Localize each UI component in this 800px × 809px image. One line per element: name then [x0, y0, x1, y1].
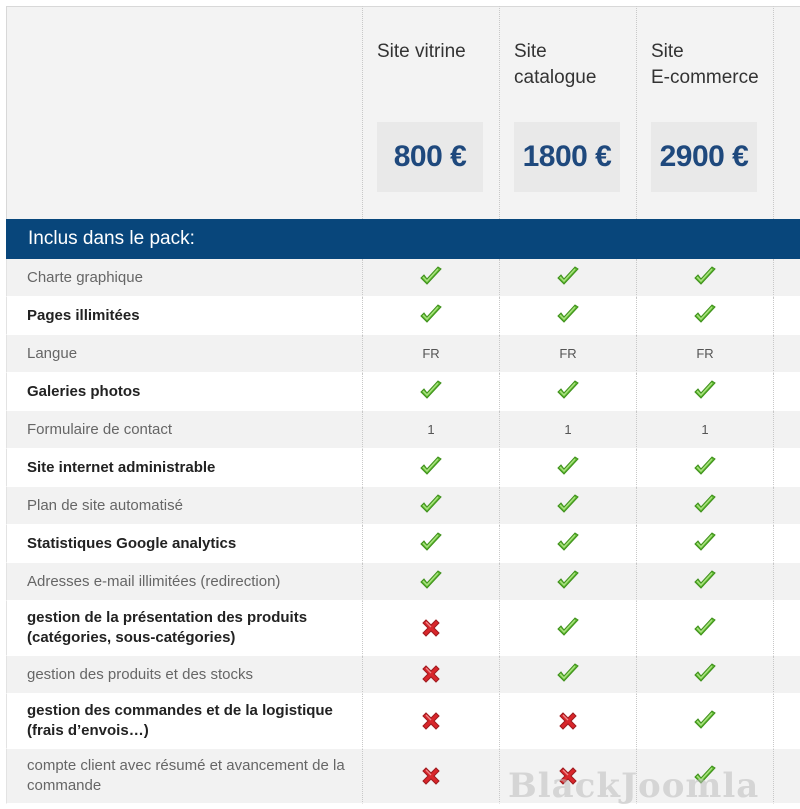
feature-label: Site internet administrable [6, 449, 363, 487]
feature-label: gestion des produits et des stocks [6, 656, 363, 694]
feature-excluded [363, 694, 500, 749]
feature-row [6, 259, 800, 297]
check-icon [556, 380, 580, 402]
plan-column-overflow [774, 6, 800, 219]
feature-included [637, 601, 774, 656]
feature-included [500, 563, 637, 601]
feature-row [6, 656, 800, 694]
cross-icon [557, 710, 579, 732]
feature-included [363, 487, 500, 525]
feature-label: Statistiques Google analytics [6, 525, 363, 563]
check-icon [419, 532, 443, 554]
check-icon [556, 494, 580, 516]
feature-row [6, 694, 800, 749]
plan-column-ecommerce [637, 6, 774, 219]
feature-included [500, 656, 637, 694]
pricing-header [6, 6, 800, 219]
cross-icon [420, 765, 442, 787]
plan-price: 1800 € [522, 140, 612, 173]
check-icon [693, 266, 717, 288]
check-icon [693, 304, 717, 326]
feature-included [500, 297, 637, 335]
feature-row [6, 449, 800, 487]
cross-icon [420, 710, 442, 732]
feature-excluded [363, 749, 500, 804]
feature-label: Pages illimitées [6, 297, 363, 335]
feature-included [500, 601, 637, 656]
feature-included [500, 487, 637, 525]
overflow-cell [774, 449, 800, 487]
watermark-logo: BlackJoomla [508, 766, 760, 806]
feature-row [6, 601, 800, 656]
check-icon [693, 617, 717, 639]
feature-value: 1 [500, 411, 637, 449]
check-icon [693, 663, 717, 685]
overflow-cell [774, 601, 800, 656]
check-icon [419, 494, 443, 516]
feature-rows [6, 259, 800, 804]
feature-row [6, 563, 800, 601]
check-icon [693, 532, 717, 554]
check-icon [556, 663, 580, 685]
check-icon [556, 456, 580, 478]
plan-name: Site E-commerce [651, 41, 759, 88]
feature-included [363, 525, 500, 563]
feature-included [637, 449, 774, 487]
check-icon [556, 266, 580, 288]
overflow-cell [774, 749, 800, 804]
feature-included [363, 259, 500, 297]
feature-row [6, 525, 800, 563]
cross-icon [420, 617, 442, 639]
pricing-table [6, 6, 800, 804]
check-icon [693, 570, 717, 592]
feature-excluded [500, 694, 637, 749]
feature-included [363, 563, 500, 601]
feature-row [6, 373, 800, 411]
check-icon [419, 266, 443, 288]
overflow-cell [774, 297, 800, 335]
plan-name: Site vitrine [377, 41, 466, 62]
section-header [6, 219, 800, 259]
feature-label: gestion des commandes et de la logistique (frais d’envois…) [6, 694, 363, 749]
feature-included [363, 373, 500, 411]
section-title: Inclus dans le pack: [28, 228, 195, 249]
feature-included [637, 373, 774, 411]
feature-label: Adresses e-mail illimitées (redirection) [6, 563, 363, 601]
check-icon [419, 456, 443, 478]
check-icon [693, 494, 717, 516]
feature-label: Plan de site automatisé [6, 487, 363, 525]
check-icon [556, 570, 580, 592]
overflow-cell [774, 259, 800, 297]
overflow-cell [774, 563, 800, 601]
price-box [651, 122, 757, 192]
feature-included [363, 297, 500, 335]
feature-row [6, 487, 800, 525]
overflow-cell [774, 656, 800, 694]
cross-icon [420, 663, 442, 685]
check-icon [419, 304, 443, 326]
feature-included [637, 487, 774, 525]
check-icon [419, 570, 443, 592]
check-icon [693, 456, 717, 478]
feature-included [637, 297, 774, 335]
feature-excluded [363, 601, 500, 656]
feature-included [500, 449, 637, 487]
feature-label: compte client avec résumé et avancement de la commande [6, 749, 363, 804]
price-box [514, 122, 620, 192]
header-spacer [6, 6, 363, 219]
check-icon [693, 380, 717, 402]
feature-row [6, 335, 800, 373]
check-icon [693, 710, 717, 732]
feature-included [500, 373, 637, 411]
feature-value: FR [500, 335, 637, 373]
feature-label: Formulaire de contact [6, 411, 363, 449]
feature-included [637, 259, 774, 297]
feature-value: FR [363, 335, 500, 373]
feature-label: Charte graphique [6, 259, 363, 297]
feature-included [637, 694, 774, 749]
overflow-cell [774, 411, 800, 449]
feature-label: Langue [6, 335, 363, 373]
plan-column-vitrine [363, 6, 500, 219]
overflow-cell [774, 525, 800, 563]
feature-value: 1 [637, 411, 774, 449]
feature-row [6, 297, 800, 335]
feature-row [6, 411, 800, 449]
feature-included [500, 525, 637, 563]
check-icon [556, 532, 580, 554]
overflow-cell [774, 373, 800, 411]
feature-included [637, 563, 774, 601]
feature-value: FR [637, 335, 774, 373]
feature-included [637, 656, 774, 694]
plan-price: 800 € [393, 140, 467, 173]
plan-column-catalogue [500, 6, 637, 219]
plan-price: 2900 € [659, 140, 749, 173]
feature-label: Galeries photos [6, 373, 363, 411]
overflow-cell [774, 487, 800, 525]
plan-name: Site catalogue [514, 41, 597, 88]
check-icon [419, 380, 443, 402]
feature-value: 1 [363, 411, 500, 449]
price-box [377, 122, 483, 192]
overflow-cell [774, 335, 800, 373]
feature-label: gestion de la présentation des produits (catégories, sous-catégories) [6, 601, 363, 656]
check-icon [556, 617, 580, 639]
overflow-cell [774, 694, 800, 749]
feature-excluded [363, 656, 500, 694]
feature-included [637, 525, 774, 563]
feature-included [500, 259, 637, 297]
feature-included [363, 449, 500, 487]
check-icon [556, 304, 580, 326]
